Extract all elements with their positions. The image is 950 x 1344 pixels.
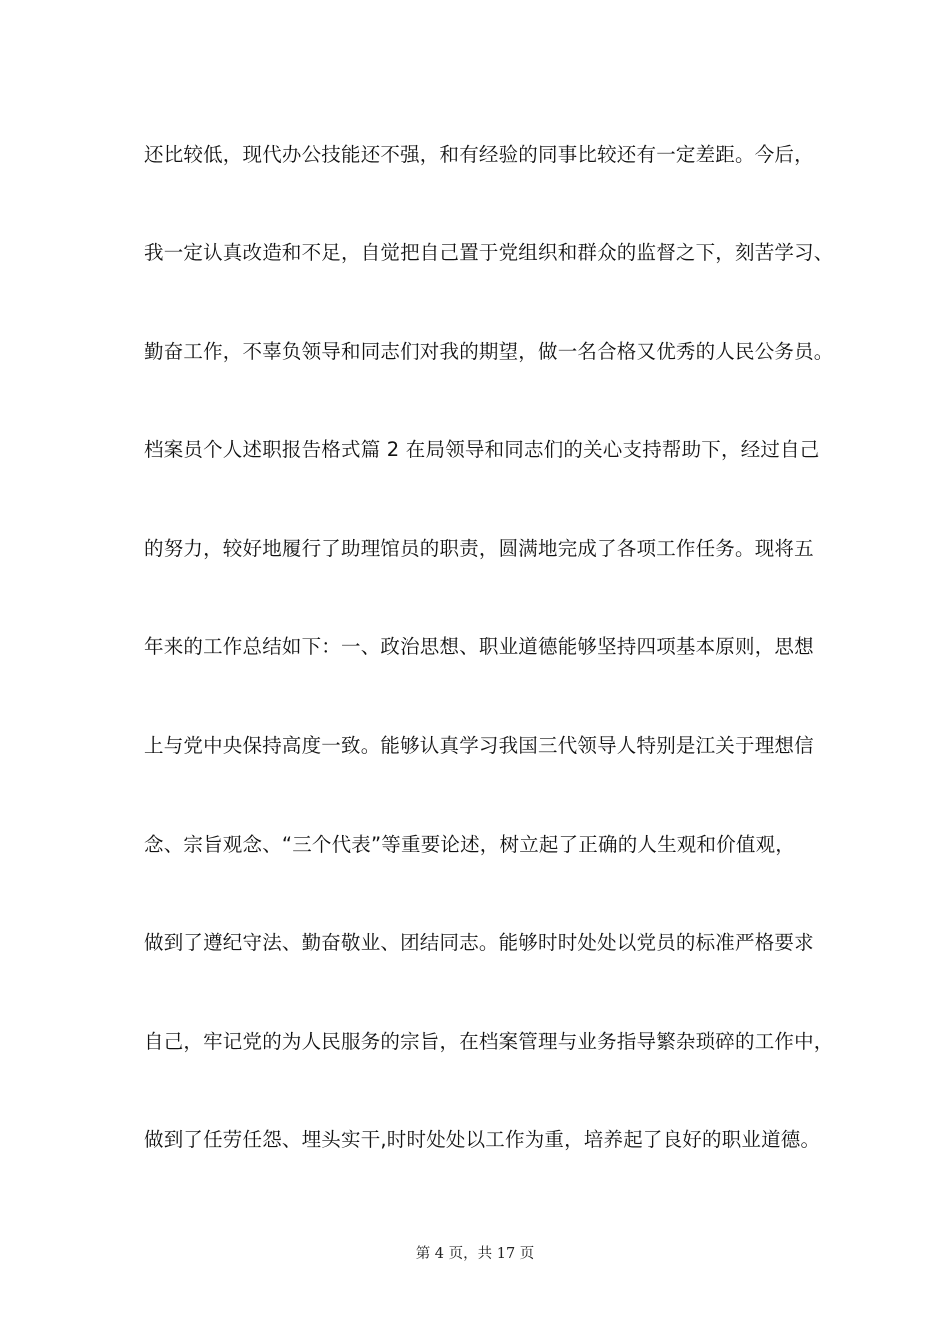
- paragraph-line: 的努力，较好地履行了助理馆员的职责，圆满地完成了各项工作任务。现将五: [144, 537, 814, 560]
- paragraph-line: 我一定认真改造和不足，自觉把自己置于党组织和群众的监督之下，刻苦学习、: [144, 241, 834, 264]
- paragraph-line: 上与党中央保持高度一致。能够认真学习我国三代领导人特别是江关于理想信: [144, 734, 814, 757]
- paragraph-line: 年来的工作总结如下：一、政治思想、职业道德能够坚持四项基本原则，思想: [144, 635, 814, 658]
- page-number-footer: 第 4 页，共 17 页: [415, 1246, 535, 1262]
- paragraph-line: 勤奋工作，不辜负领导和同志们对我的期望，做一名合格又优秀的人民公务员。: [144, 340, 834, 363]
- paragraph-line: 做到了遵纪守法、勤奋敬业、团结同志。能够时时处处以党员的标准严格要求: [144, 931, 814, 954]
- paragraph-line: 自己，牢记党的为人民服务的宗旨，在档案管理与业务指导繁杂琐碎的工作中，: [144, 1030, 834, 1053]
- paragraph-line: 还比较低，现代办公技能还不强，和有经验的同事比较还有一定差距。今后，: [144, 143, 814, 166]
- paragraph-line: 念、宗旨观念、“三个代表”等重要论述，树立起了正确的人生观和价值观，: [144, 833, 796, 856]
- paragraph-line: 做到了任劳任怨、埋头实干,时时处处以工作为重，培养起了良好的职业道德。: [144, 1128, 821, 1151]
- paragraph-line: 档案员个人述职报告格式篇 2 在局领导和同志们的关心支持帮助下，经过自己: [144, 438, 820, 461]
